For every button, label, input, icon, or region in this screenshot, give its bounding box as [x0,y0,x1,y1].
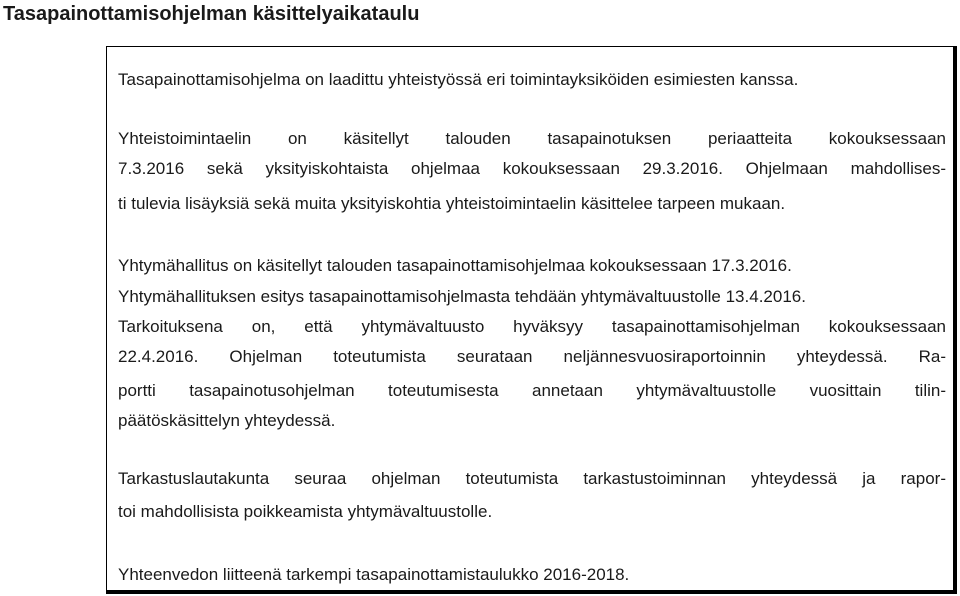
document-title: Tasapainottamisohjelman käsittelyaikataulu [3,3,420,25]
paragraph-line: päätöskäsittelyn yhteydessä. [118,411,336,430]
paragraph-line: Yhteenvedon liitteenä tarkempi tasapainottamistaulukko 2016-2018. [118,565,630,584]
paragraph-line: Tarkastuslautakunta seuraa ohjelman toteutumista tarkastustoiminnan yhteydessä ja rapor- [118,469,946,488]
paragraph-line: Yhtymähallitus on käsitellyt talouden tasapainottamisohjelmaa kokouksessaan 17.3.2016. [118,256,792,275]
paragraph-line: portti tasapainotusohjelman toteutumisesta annetaan yhtymävaltuustolle vuosittain tilin- [118,381,946,400]
paragraph-line: 7.3.2016 sekä yksityiskohtaista ohjelmaa kokouksessaan 29.3.2016. Ohjelmaan mahdollises- [118,159,946,178]
paragraph-line: ti tulevia lisäyksiä sekä muita yksityiskohtia yhteistoimintaelin käsittelee tarpeen mukaan. [118,194,786,213]
paragraph-line: 22.4.2016. Ohjelman toteutumista seurataan neljännesvuosiraportoinnin yhteydessä. Ra- [118,347,946,366]
paragraph-line: toi mahdollisista poikkeamista yhtymävaltuustolle. [118,502,493,521]
paragraph-line: Tasapainottamisohjelma on laadittu yhteistyössä eri toimintayksiköiden esimiesten kanssa. [118,70,799,89]
paragraph-line: Tarkoituksena on, että yhtymävaltuusto hyväksyy tasapainottamisohjelman kokouksessaan [118,317,946,336]
paragraph-line: Yhtymähallituksen esitys tasapainottamisohjelmasta tehdään yhtymävaltuustolle 13.4.2016. [118,287,806,306]
paragraph-line: Yhteistoimintaelin on käsitellyt talouden tasapainotuksen periaatteita kokouksessaan [118,129,946,148]
